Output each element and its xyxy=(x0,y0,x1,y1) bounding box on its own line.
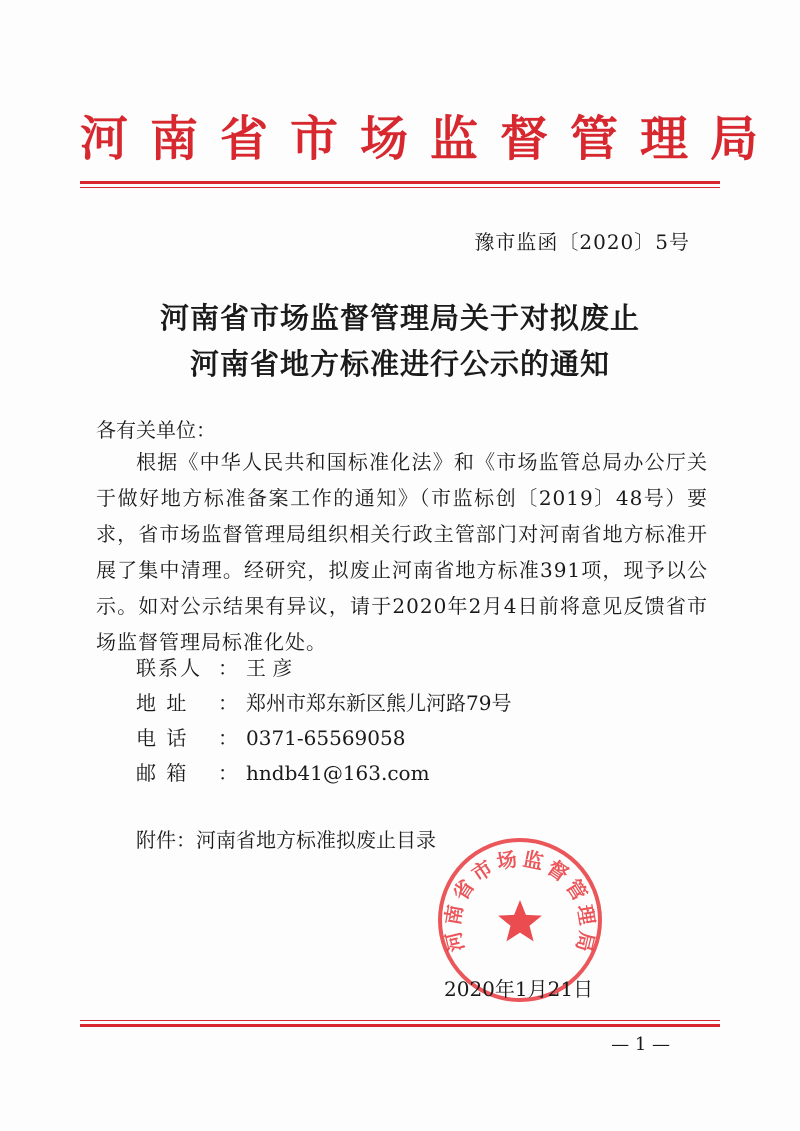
document-title-line-1: 河南省市场监督管理局关于对拟废止 xyxy=(159,301,640,335)
footer-red-rule-thin xyxy=(80,1020,720,1021)
attachment-line: 附件：河南省地方标准拟废止目录 xyxy=(136,828,436,852)
colon: ： xyxy=(218,726,238,750)
contact-address-line xyxy=(136,687,511,716)
contact-phone-label: 电 话 xyxy=(136,726,189,750)
contact-email-label: 邮 箱 xyxy=(136,761,189,785)
document-title-line-2: 河南省地方标准进行公示的通知 xyxy=(189,347,610,381)
header-red-rule-thin xyxy=(80,187,720,188)
colon: ： xyxy=(218,761,238,785)
contact-email-line xyxy=(136,757,430,786)
contact-phone-line xyxy=(136,722,405,751)
contact-person-value: 王 彦 xyxy=(246,656,293,680)
contact-email-value: hndb41@163.com xyxy=(246,761,430,785)
contact-person-label: 联系人 xyxy=(136,656,202,680)
header-red-rule-thick xyxy=(80,181,720,184)
footer-red-rule-thick xyxy=(80,1024,720,1027)
contact-address-label: 地 址 xyxy=(136,691,189,715)
salutation: 各有关单位： xyxy=(96,418,216,442)
colon: ： xyxy=(218,691,238,715)
contact-address-value: 郑州市郑东新区熊儿河路79号 xyxy=(246,691,512,715)
signature-date: 2020年1月21日 xyxy=(444,977,594,1001)
seal-text: 河 南 省 市 场 监 督 管 理 局 xyxy=(440,846,600,955)
seal-star-icon xyxy=(498,900,542,941)
contact-person-line xyxy=(136,652,292,681)
agency-header-title: 河南省市场监督管理局 xyxy=(80,111,781,167)
contact-phone-value: 0371-65569058 xyxy=(246,726,406,750)
colon: ： xyxy=(218,656,238,680)
page-number: — 1 — xyxy=(611,1034,670,1055)
document-number: 豫市监函〔2020〕5号 xyxy=(474,230,690,254)
body-paragraph: 根据《中华人民共和国标准化法》和《市场监管总局办公厅关于做好地方标准备案工作的通知》（市监标创〔2019〕48号）要求，省市场监督管理局组织相关行政主管部门对河南省地方标准开展了集中清理。经研究，拟废止河南省地方标准391项，现予以公示。如对公示结果有异议，请于2020年2月4日前将意见反馈省市场监督管理局标准化处。 xyxy=(96,450,708,654)
